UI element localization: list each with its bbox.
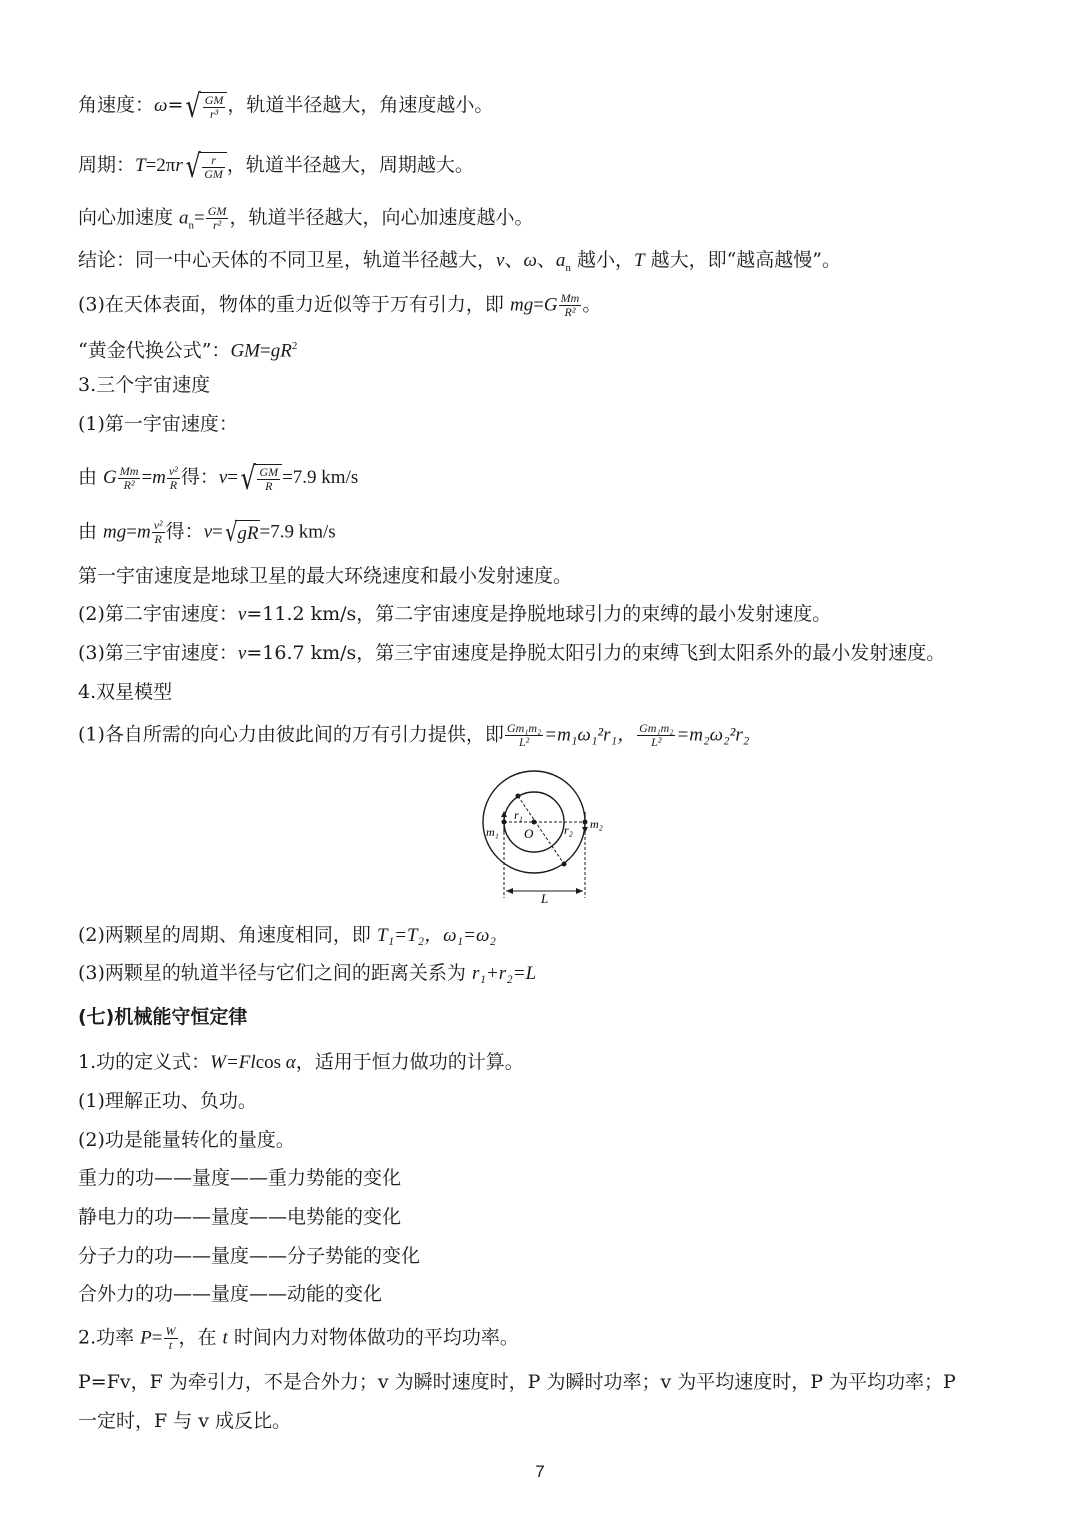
text: 。 bbox=[582, 293, 602, 316]
text: 时间内力对物体做功的平均功率。 bbox=[227, 1326, 519, 1349]
first-velocity-derivation-2 bbox=[78, 519, 336, 546]
binary-force-line bbox=[78, 722, 749, 749]
var: v bbox=[237, 604, 247, 625]
var: ω bbox=[523, 250, 537, 271]
page-number: 7 bbox=[535, 1462, 545, 1481]
gravity-work-line: 重力的功——量度——重力势能的变化 bbox=[78, 1167, 402, 1189]
text: 由 bbox=[78, 466, 104, 488]
section-binary-stars: 4.双星模型 bbox=[78, 681, 173, 703]
net-work-line: 合外力的功——量度——动能的变化 bbox=[78, 1283, 383, 1305]
velocity-m2-head bbox=[582, 827, 588, 833]
first-velocity-note: 第一宇宙速度是地球卫星的最大环绕速度和最小发射速度。 bbox=[78, 565, 573, 587]
surface-gravity-line bbox=[78, 292, 601, 319]
text: = bbox=[227, 467, 239, 488]
var: P bbox=[140, 1327, 152, 1349]
var: gR bbox=[270, 340, 292, 362]
binary-radius-line bbox=[78, 961, 536, 986]
text: 得： bbox=[180, 466, 219, 488]
period-line bbox=[78, 147, 474, 185]
text: cos bbox=[255, 1052, 286, 1073]
electric-work-line: 静电力的功——量度——电势能的变化 bbox=[78, 1206, 402, 1228]
second-cosmic-velocity-line bbox=[78, 602, 831, 627]
text: 向心加速度 bbox=[78, 206, 180, 229]
arrowhead-left bbox=[506, 888, 513, 894]
work-definition-line bbox=[78, 1050, 524, 1075]
label-m1: m₁ bbox=[486, 825, 499, 839]
var: v bbox=[203, 521, 213, 543]
text: 、 bbox=[504, 249, 524, 271]
text: 由 bbox=[78, 520, 104, 543]
label-O: O bbox=[524, 826, 534, 841]
molecular-work-line: 分子力的功——量度——分子势能的变化 bbox=[78, 1245, 421, 1267]
formula: T₁=T₂，ω₁=ω₂ bbox=[376, 925, 496, 946]
text: 周期： bbox=[78, 154, 136, 176]
text: = bbox=[141, 467, 153, 488]
fraction: $\frac{r}{GM}$ bbox=[204, 152, 223, 181]
work-energy-measure: (2)功是能量转化的量度。 bbox=[78, 1129, 295, 1151]
var: v bbox=[496, 250, 505, 271]
text: 、 bbox=[536, 249, 556, 271]
label-m2: m₂ bbox=[590, 817, 603, 831]
text: 结论：同一中心天体的不同卫星，轨道半径越大， bbox=[78, 249, 497, 271]
var: m bbox=[152, 467, 166, 488]
var: m bbox=[137, 521, 151, 543]
text: 角速度： bbox=[78, 94, 155, 116]
var: GM bbox=[230, 340, 260, 362]
text: (1)各自所需的向心力由彼此间的万有引力提供，即 bbox=[78, 723, 504, 746]
var: v bbox=[218, 467, 228, 488]
binary-star-diagram bbox=[478, 770, 618, 905]
text: (2)第二宇宙速度： bbox=[78, 603, 238, 625]
var: G bbox=[543, 294, 558, 316]
sqrt: √gR bbox=[224, 517, 259, 548]
fraction: $\frac{\text{v²}}{R}$ bbox=[153, 518, 163, 546]
var: r bbox=[175, 155, 183, 176]
label-r2: r₂ bbox=[564, 823, 573, 837]
label-L: L bbox=[541, 891, 549, 905]
first-cosmic-velocity-heading: (1)第一宇宙速度： bbox=[78, 413, 238, 435]
sub: n bbox=[188, 219, 195, 232]
text: = bbox=[533, 294, 544, 316]
text: ，轨道半径越大，角速度越小。 bbox=[227, 94, 494, 116]
power-definition-line bbox=[78, 1325, 519, 1352]
orbit-point-top bbox=[516, 794, 521, 799]
var: T bbox=[135, 155, 146, 176]
label-r1: r₁ bbox=[514, 808, 523, 822]
sqrt: √ $\frac{r}{GM}$ bbox=[183, 150, 227, 182]
sup: 2 bbox=[291, 340, 298, 352]
text: =m₁ω₁²r₁， bbox=[544, 724, 637, 746]
text: 得： bbox=[165, 520, 204, 543]
sqrt: √ $\frac{GM}{R}$ bbox=[238, 462, 282, 494]
fraction: $\frac{\text{Gm₁m₂}}{\text{L²}}$ bbox=[506, 721, 542, 749]
text: =2π bbox=[145, 155, 176, 176]
arrowhead-right bbox=[576, 888, 583, 894]
power-instantaneous-line: P=Fv，F 为牵引力，不是合外力；v 为瞬时速度时，P 为瞬时功率；v 为平均速度时，P 为平均功率；P bbox=[78, 1371, 956, 1393]
text: = bbox=[167, 94, 184, 116]
formula: W=Fl bbox=[210, 1052, 256, 1073]
fraction: $\frac{W}{t}$ bbox=[165, 1324, 176, 1352]
angular-velocity-line bbox=[78, 87, 494, 125]
formula: r₁+r₂=L bbox=[471, 963, 537, 984]
section-heading-energy: (七)机械能守恒定律 bbox=[78, 1006, 248, 1028]
fraction: $\frac{\text{Gm₁m₂}}{\text{L²}}$ bbox=[639, 721, 674, 749]
text: (3)在天体表面，物体的重力近似等于万有引力，即 bbox=[78, 293, 510, 316]
var: a bbox=[555, 250, 566, 271]
text: = bbox=[212, 521, 223, 543]
centripetal-accel-line bbox=[78, 205, 533, 237]
binary-period-line bbox=[78, 923, 496, 948]
text: = bbox=[260, 340, 271, 362]
fraction: $\frac{GM}{R}$ bbox=[259, 464, 279, 493]
text: ，轨道半径越大，周期越大。 bbox=[226, 154, 474, 176]
fraction: $\frac{\text{v²}}{R}$ bbox=[168, 463, 178, 492]
center-point bbox=[532, 820, 537, 825]
fraction: $\frac{GM}{\text{r²}}$ bbox=[207, 204, 227, 232]
text: ，适用于恒力做功的计算。 bbox=[295, 1051, 524, 1073]
var: T bbox=[633, 250, 645, 271]
fraction: $\frac{GM}{\text{r³}}$ bbox=[204, 92, 224, 121]
text: ，轨道半径越大，向心加速度越小。 bbox=[229, 206, 534, 229]
var: mg bbox=[509, 294, 534, 316]
third-cosmic-velocity-line bbox=[78, 641, 945, 666]
text: = bbox=[151, 1327, 163, 1349]
text: (2)两颗星的周期、角速度相同，即 bbox=[78, 924, 377, 946]
sqrt: √ $\frac{GM}{\text{r³}}$ bbox=[183, 90, 227, 122]
work-positive-negative: (1)理解正功、负功。 bbox=[78, 1090, 257, 1112]
text: =m₂ω₂²r₂ bbox=[676, 724, 750, 746]
section-cosmic-velocities: 3.三个宇宙速度 bbox=[78, 374, 211, 396]
sub: n bbox=[565, 261, 571, 274]
var: G bbox=[103, 467, 117, 488]
text: (3)两颗星的轨道半径与它们之间的距离关系为 bbox=[78, 962, 472, 984]
text: “黄金代换公式”： bbox=[78, 339, 231, 362]
fraction: $\frac{Mm}{\text{R²}}$ bbox=[119, 463, 139, 492]
var: v bbox=[237, 643, 247, 664]
text: (3)第三宇宙速度： bbox=[78, 642, 238, 664]
var: α bbox=[285, 1052, 296, 1073]
power-inverse-line: 一定时，F 与 v 成反比。 bbox=[78, 1410, 292, 1432]
text: ，在 bbox=[178, 1326, 223, 1349]
text: 1.功的定义式： bbox=[78, 1051, 211, 1073]
var: a bbox=[179, 207, 189, 229]
conclusion-line bbox=[78, 248, 841, 280]
text: = bbox=[194, 207, 205, 229]
text: 越大，即“越高越慢”。 bbox=[644, 249, 841, 271]
first-velocity-derivation-1 bbox=[78, 459, 359, 497]
text: =11.2 km/s，第二宇宙速度是挣脱地球引力的束缚的最小发射速度。 bbox=[246, 603, 832, 625]
var: ω bbox=[154, 95, 168, 116]
golden-substitution-line bbox=[78, 334, 297, 363]
text: =16.7 km/s，第三宇宙速度是挣脱太阳引力的束缚飞到太阳系外的最小发射速度。 bbox=[246, 642, 946, 664]
fraction: $\frac{Mm}{\text{R²}}$ bbox=[560, 291, 580, 319]
orbit-point-bottom bbox=[562, 862, 567, 867]
text: 2.功率 bbox=[78, 1326, 141, 1349]
text: =7.9 km/s bbox=[259, 521, 336, 543]
var: t bbox=[222, 1327, 228, 1349]
var: mg bbox=[103, 521, 127, 543]
text: = bbox=[126, 521, 137, 543]
text: 越小， bbox=[570, 249, 634, 271]
text: =7.9 km/s bbox=[282, 467, 359, 488]
